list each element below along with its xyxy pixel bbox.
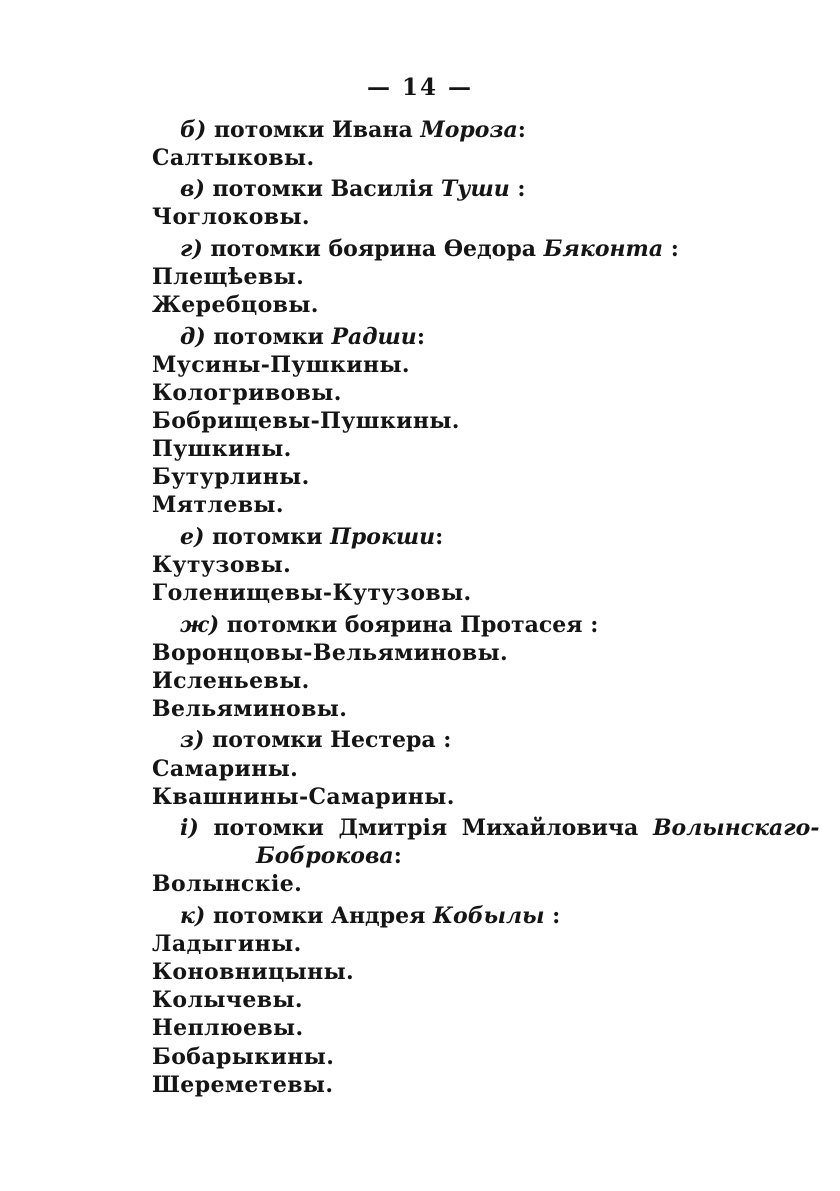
family-name xyxy=(152,1071,708,1099)
heading-italic-name: Радши xyxy=(331,323,417,350)
family-name xyxy=(152,435,708,463)
heading-text: потомки Дмитрія Михайловича xyxy=(198,815,653,842)
heading-text: потомки Нестера xyxy=(204,727,436,754)
family-name xyxy=(152,667,708,695)
section-heading xyxy=(152,175,708,203)
section-heading xyxy=(152,611,708,639)
family-name xyxy=(152,351,708,379)
section-marker: ж) xyxy=(180,611,220,638)
family-name-text: Плещѣевы. xyxy=(152,263,305,290)
heading-colon: : xyxy=(435,727,452,754)
section-marker: г) xyxy=(180,235,203,262)
family-name-text: Самарины. xyxy=(152,755,299,782)
family-name xyxy=(152,379,708,407)
heading-colon: : xyxy=(663,235,679,262)
family-name xyxy=(152,291,708,319)
heading-text: потомки xyxy=(205,323,332,350)
family-name-text: Бобарыкины. xyxy=(152,1043,335,1070)
section-heading-multiline xyxy=(152,814,820,870)
heading-colon: : xyxy=(517,116,526,143)
section-heading xyxy=(152,235,708,263)
family-name xyxy=(152,783,708,811)
heading-text: потомки боярина Протасея xyxy=(219,611,583,638)
family-name xyxy=(152,551,708,579)
heading-text: потомки боярина Ѳедора xyxy=(202,235,544,262)
family-name-text: Шереметевы. xyxy=(152,1071,334,1098)
family-name xyxy=(152,144,708,172)
section-marker: к) xyxy=(180,903,206,930)
family-name xyxy=(152,263,708,291)
section-heading xyxy=(152,323,708,351)
family-name-text: Чоглоковы. xyxy=(152,204,310,231)
section-marker: з) xyxy=(180,727,205,754)
section-heading xyxy=(152,523,708,551)
section-heading xyxy=(152,902,708,930)
family-name-text: Коновницыны. xyxy=(152,959,355,986)
family-name-text: Исленьевы. xyxy=(152,667,310,694)
heading-text: потомки xyxy=(204,523,331,550)
family-name xyxy=(152,579,708,607)
family-name-text: Кологривовы. xyxy=(152,379,342,406)
heading-colon: : xyxy=(509,176,526,203)
heading-colon: : xyxy=(393,843,402,870)
heading-text: потомки Андрея xyxy=(205,903,434,930)
section-marker: д) xyxy=(180,323,206,350)
heading-italic-name: Волынскаго- xyxy=(652,815,820,842)
family-name-text: Голенищевы-Кутузовы. xyxy=(152,580,472,606)
heading-text: потомки Ивана xyxy=(206,116,421,143)
family-name-text: Жеребцовы. xyxy=(152,292,319,319)
family-name-text: Мусины-Пушкины. xyxy=(152,351,410,378)
family-name xyxy=(152,695,708,723)
family-name xyxy=(152,930,708,958)
section-marker: в) xyxy=(180,176,205,203)
family-name xyxy=(152,755,708,783)
section-heading-line-2 xyxy=(152,842,708,870)
family-name xyxy=(152,1043,708,1071)
heading-colon: : xyxy=(582,611,599,638)
heading-italic-name: Прокши xyxy=(330,523,436,550)
family-name xyxy=(152,639,708,667)
family-name-text: Квашнины-Самарины. xyxy=(152,783,455,810)
family-name-text: Бутурлины. xyxy=(152,464,310,491)
family-name-text: Вельяминовы. xyxy=(152,695,348,722)
family-name-text: Волынскіе. xyxy=(152,871,303,898)
heading-colon: : xyxy=(544,903,561,930)
section-heading xyxy=(152,726,708,754)
family-name xyxy=(152,1014,708,1042)
section-marker: е) xyxy=(180,523,205,550)
heading-italic-name: Мороза xyxy=(420,116,518,143)
section-heading-line-1 xyxy=(152,814,820,842)
family-name xyxy=(152,463,708,491)
heading-italic-name: Туши xyxy=(440,176,510,203)
family-name-text: Колычевы. xyxy=(152,987,303,1014)
family-name-text: Воронцовы-Вельяминовы. xyxy=(152,639,509,666)
heading-colon: : xyxy=(416,323,425,350)
family-list xyxy=(152,112,820,1099)
heading-colon: : xyxy=(435,523,444,550)
family-name-text: Мятлевы. xyxy=(152,492,284,519)
section-marker: б) xyxy=(180,116,207,143)
family-name xyxy=(152,870,708,898)
family-name xyxy=(152,986,708,1014)
family-name xyxy=(152,958,708,986)
family-name xyxy=(152,407,708,435)
family-name xyxy=(152,203,708,231)
heading-text: потомки Василія xyxy=(204,176,441,203)
heading-italic-name-continued: Боброкова xyxy=(256,843,394,870)
heading-italic-name: Кобылы xyxy=(433,903,545,930)
family-name-text: Кутузовы. xyxy=(152,551,292,578)
section-heading xyxy=(152,116,708,144)
family-name-text: Неплюевы. xyxy=(152,1015,304,1042)
family-name-text: Бобрищевы-Пушкины. xyxy=(152,407,460,434)
family-name-text: Салтыковы. xyxy=(152,144,315,171)
heading-italic-name: Бяконта xyxy=(543,235,664,262)
family-name xyxy=(152,491,708,519)
section-marker: і) xyxy=(180,815,199,842)
family-name-text: Ладыгины. xyxy=(152,931,302,958)
page-number: — 14 — xyxy=(366,74,474,101)
family-name-text: Пушкины. xyxy=(152,436,292,463)
